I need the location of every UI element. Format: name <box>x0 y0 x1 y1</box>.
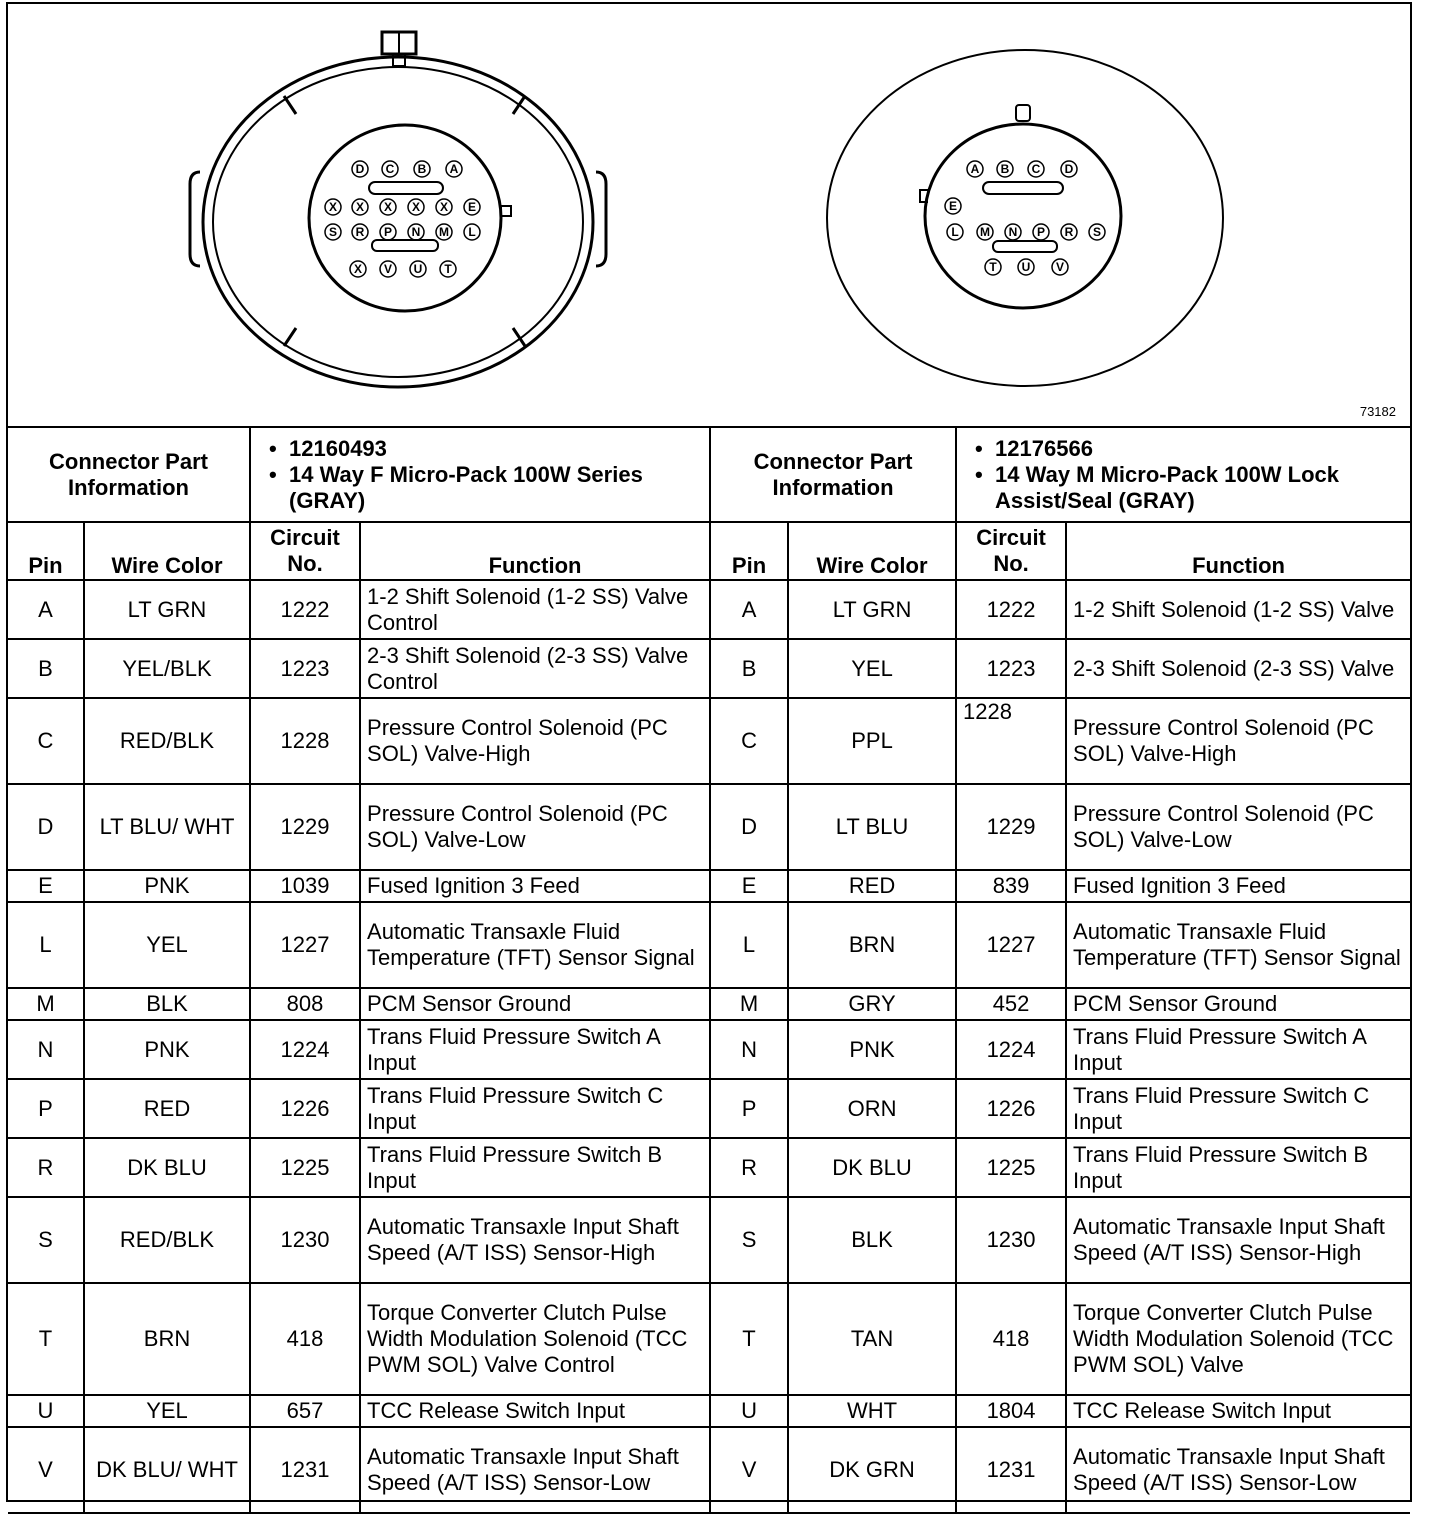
pin-letter: C <box>741 728 757 753</box>
pin-letter: C <box>37 728 54 753</box>
wire-color-cell <box>788 1138 956 1197</box>
pin-label: T <box>989 260 997 274</box>
function-cell <box>360 988 710 1020</box>
wire-color-cell <box>788 902 956 988</box>
pin-label: M <box>439 225 449 239</box>
pin-cell <box>710 988 788 1020</box>
pin-letter: R <box>741 1154 757 1180</box>
function-cell <box>360 870 710 902</box>
wire-color: TAN <box>850 1326 894 1351</box>
pinout-row <box>8 1079 1410 1138</box>
pin-letter: D <box>37 814 54 839</box>
pin-cell <box>8 639 84 698</box>
pin-label: X <box>328 200 338 214</box>
pin-cell <box>710 639 788 698</box>
connector-2-part-info <box>956 427 1410 522</box>
function-text: Pressure Control Solenoid (PC SOL) Valve-Low <box>1073 801 1374 852</box>
header-pin: Pin <box>710 522 788 580</box>
circuit-number: 1226 <box>280 1095 330 1121</box>
pinout-row <box>8 988 1410 1020</box>
circuit-cell <box>250 1427 360 1513</box>
circuit-cell <box>956 784 1066 870</box>
column-header-row <box>8 522 1410 580</box>
connector-1-part-info <box>250 427 710 522</box>
pin-letter: N <box>741 1036 757 1062</box>
circuit-cell <box>956 1283 1066 1395</box>
pin-letter: T <box>38 1326 53 1351</box>
pin-cell <box>8 1197 84 1283</box>
wire-color-cell <box>788 580 956 639</box>
circuit-cell <box>956 1020 1066 1079</box>
wire-color: BLK <box>146 991 188 1016</box>
function-cell <box>360 1138 710 1197</box>
wire-color-cell <box>84 580 250 639</box>
wire-color: LT GRN <box>832 596 912 622</box>
circuit-number: 1228 <box>963 699 1012 724</box>
function-cell <box>360 639 710 698</box>
pin-cell <box>710 784 788 870</box>
pin-label: X <box>439 200 449 214</box>
pin-letter: B <box>38 655 53 681</box>
pin-label: N <box>1008 225 1018 239</box>
wire-color-cell <box>788 1427 956 1513</box>
pinout-row <box>8 784 1410 870</box>
pin-label: V <box>383 262 393 276</box>
pin-letter: L <box>742 932 756 957</box>
circuit-number: 1224 <box>280 1036 330 1062</box>
circuit-cell <box>250 988 360 1020</box>
wire-color: GRY <box>848 991 896 1016</box>
pinout-row <box>8 902 1410 988</box>
circuit-cell <box>250 784 360 870</box>
pin-cell <box>710 1020 788 1079</box>
circuit-cell <box>250 870 360 902</box>
circuit-number: 1227 <box>986 932 1036 957</box>
pin-label: V <box>1055 260 1065 274</box>
wire-color-cell <box>84 1079 250 1138</box>
function-text: 1-2 Shift Solenoid (1-2 SS) Valve Control <box>367 583 689 635</box>
function-text: Torque Converter Clutch Pulse Width Modulation Solenoid (TCC PWM SOL) Valve <box>1073 1300 1394 1377</box>
wire-color-cell <box>84 698 250 784</box>
pin-letter: B <box>741 655 757 681</box>
function-cell <box>1066 870 1410 902</box>
function-text: Automatic Transaxle Input Shaft Speed (A/T ISS) Sensor-Low <box>367 1444 679 1495</box>
function-cell <box>360 1197 710 1283</box>
pin-cell <box>710 1197 788 1283</box>
pin-letter: P <box>38 1095 53 1121</box>
pin-label: E <box>948 199 958 213</box>
wire-color: BRN <box>143 1326 191 1351</box>
wire-color: YEL <box>851 655 893 681</box>
circuit-number: 1230 <box>280 1227 330 1252</box>
function-text: PCM Sensor Ground <box>367 991 572 1016</box>
pin-letter: S <box>741 1227 757 1252</box>
wire-color-cell <box>788 1020 956 1079</box>
function-text: Trans Fluid Pressure Switch A Input <box>1073 1023 1366 1075</box>
pin-letter: S <box>38 1227 53 1252</box>
pin-letter: N <box>37 1036 54 1062</box>
function-text: Trans Fluid Pressure Switch C Input <box>1073 1082 1370 1134</box>
pin-label: C <box>385 162 395 176</box>
circuit-cell <box>250 698 360 784</box>
pin-cell <box>8 870 84 902</box>
wire-color-cell <box>84 902 250 988</box>
pin-letter: E <box>741 873 757 898</box>
pin-cell <box>8 1020 84 1079</box>
pinout-row <box>8 639 1410 698</box>
wire-color: DK GRN <box>829 1457 915 1482</box>
wire-color-cell <box>788 639 956 698</box>
pin-label: L <box>951 225 959 239</box>
pin-cell <box>8 902 84 988</box>
wire-color-cell <box>84 1427 250 1513</box>
function-text: Pressure Control Solenoid (PC SOL) Valve-High <box>367 715 668 766</box>
pin-label: D <box>355 162 365 176</box>
connector-info-row <box>8 427 1410 522</box>
circuit-number: 1228 <box>280 728 330 753</box>
function-cell <box>360 784 710 870</box>
wire-color-cell <box>84 988 250 1020</box>
pin-letter: U <box>741 1398 757 1423</box>
connector-2-face <box>827 50 1223 386</box>
function-text: Automatic Transaxle Input Shaft Speed (A/T ISS) Sensor-High <box>1073 1214 1385 1265</box>
header-circuit: Circuit No. <box>250 522 360 580</box>
pin-label: E <box>467 200 477 214</box>
function-cell <box>360 698 710 784</box>
function-cell <box>360 1283 710 1395</box>
circuit-cell <box>250 1395 360 1427</box>
function-cell <box>360 902 710 988</box>
function-text: Trans Fluid Pressure Switch B Input <box>367 1141 663 1193</box>
figure-id: 73182 <box>1359 404 1396 419</box>
function-text: Automatic Transaxle Fluid Temperature (TFT) Sensor Signal <box>1073 919 1401 970</box>
wire-color: LT BLU <box>835 814 909 839</box>
pin-cell <box>8 1138 84 1197</box>
circuit-number: 1039 <box>280 873 330 898</box>
pinout-row <box>8 698 1410 784</box>
pin-letter: T <box>742 1326 756 1351</box>
function-text: 2-3 Shift Solenoid (2-3 SS) Valve <box>1073 655 1395 681</box>
connector-1-info-label: Connector Part Information <box>8 427 250 522</box>
pin-cell <box>710 1138 788 1197</box>
pin-label: D <box>1064 162 1074 176</box>
function-cell <box>1066 639 1410 698</box>
pin-cell <box>8 1079 84 1138</box>
pin-label: A <box>970 162 980 176</box>
function-text: Automatic Transaxle Fluid Temperature (TFT) Sensor Signal <box>367 919 695 970</box>
pin-letter: A <box>741 596 757 622</box>
function-cell <box>1066 1079 1410 1138</box>
pin-label: N <box>411 225 421 239</box>
pin-letter: L <box>39 932 52 957</box>
function-text: Automatic Transaxle Input Shaft Speed (A/T ISS) Sensor-High <box>367 1214 679 1265</box>
wire-color-cell <box>84 1283 250 1395</box>
pin-label: X <box>411 200 421 214</box>
header-function: Function <box>1066 522 1410 580</box>
wire-color: PPL <box>851 728 893 753</box>
wire-color: RED <box>848 873 896 898</box>
pin-cell <box>8 1395 84 1427</box>
circuit-number: 1224 <box>986 1036 1036 1062</box>
circuit-cell <box>956 580 1066 639</box>
function-cell <box>1066 1020 1410 1079</box>
pin-letter: M <box>36 991 55 1016</box>
wire-color-cell <box>84 639 250 698</box>
circuit-cell <box>956 698 1066 784</box>
function-cell <box>360 1020 710 1079</box>
connector-diagram <box>8 4 1410 428</box>
wire-color: RED/BLK <box>119 728 215 753</box>
circuit-cell <box>250 902 360 988</box>
wire-color: PNK <box>144 1036 190 1062</box>
function-text: Torque Converter Clutch Pulse Width Modulation Solenoid (TCC PWM SOL) Valve Control <box>367 1300 688 1377</box>
pin-letter: V <box>38 1457 53 1482</box>
connector-1-pins <box>325 161 480 277</box>
circuit-number: 1223 <box>280 655 330 681</box>
function-text: Pressure Control Solenoid (PC SOL) Valve-Low <box>367 801 668 852</box>
function-cell <box>1066 784 1410 870</box>
pinout-row <box>8 580 1410 639</box>
pin-cell <box>710 870 788 902</box>
pin-label: M <box>980 225 990 239</box>
wire-color: PNK <box>849 1036 895 1062</box>
wire-color-cell <box>84 1020 250 1079</box>
connector-2-part-number: • 12176566 <box>995 436 1404 462</box>
connector-2-description: • 14 Way M Micro-Pack 100W Lock Assist/Seal (GRAY) <box>995 462 1404 514</box>
pin-cell <box>710 580 788 639</box>
pin-letter: U <box>37 1398 54 1423</box>
pin-letter: D <box>741 814 757 839</box>
circuit-number: 1227 <box>280 932 330 957</box>
pin-label: B <box>1000 162 1010 176</box>
circuit-number: 1222 <box>986 596 1036 622</box>
pin-cell <box>710 1283 788 1395</box>
circuit-number: 452 <box>992 991 1030 1016</box>
wire-color: DK BLU <box>832 1154 912 1180</box>
pin-label: U <box>413 262 423 276</box>
circuit-cell <box>250 639 360 698</box>
pin-cell <box>710 902 788 988</box>
pinout-row <box>8 1283 1410 1395</box>
function-text: Automatic Transaxle Input Shaft Speed (A/T ISS) Sensor-Low <box>1073 1444 1385 1495</box>
wire-color-cell <box>788 698 956 784</box>
circuit-cell <box>956 1197 1066 1283</box>
pin-label: U <box>1021 260 1031 274</box>
pinout-table <box>8 426 1410 1514</box>
wire-color-cell <box>788 784 956 870</box>
function-cell <box>1066 1138 1410 1197</box>
pinout-row <box>8 1138 1410 1197</box>
circuit-cell <box>250 1283 360 1395</box>
pin-cell <box>8 1283 84 1395</box>
pin-cell <box>8 784 84 870</box>
function-cell <box>1066 1283 1410 1395</box>
pin-letter: P <box>741 1095 757 1121</box>
wire-color: ORN <box>847 1095 897 1121</box>
circuit-cell <box>956 1138 1066 1197</box>
circuit-number: 1229 <box>280 814 330 839</box>
function-text: Fused Ignition 3 Feed <box>1073 873 1286 898</box>
wire-color-cell <box>788 1079 956 1138</box>
function-text: 2-3 Shift Solenoid (2-3 SS) Valve Control <box>367 642 689 694</box>
pin-letter: E <box>38 873 53 898</box>
function-text: Trans Fluid Pressure Switch B Input <box>1073 1141 1369 1193</box>
circuit-cell <box>250 1079 360 1138</box>
circuit-number: 808 <box>286 991 324 1016</box>
circuit-number: 1231 <box>280 1457 330 1482</box>
circuit-number: 839 <box>992 873 1030 898</box>
wire-color-cell <box>84 1138 250 1197</box>
function-text: PCM Sensor Ground <box>1073 991 1278 1016</box>
circuit-number: 1225 <box>280 1154 330 1180</box>
circuit-number: 1223 <box>986 655 1036 681</box>
pin-cell <box>710 698 788 784</box>
pin-label: X <box>353 262 363 276</box>
pin-letter: M <box>739 991 759 1016</box>
function-text: Trans Fluid Pressure Switch C Input <box>367 1082 664 1134</box>
wire-color-cell <box>84 870 250 902</box>
wire-color: YEL/BLK <box>122 655 212 681</box>
circuit-number: 418 <box>992 1326 1030 1351</box>
circuit-number: 1226 <box>986 1095 1036 1121</box>
header-wire-color: Wire Color <box>788 522 956 580</box>
connector-2-info-label: Connector Part Information <box>710 427 956 522</box>
wire-color: YEL <box>146 932 188 957</box>
circuit-number: 1225 <box>986 1154 1036 1180</box>
pin-letter: R <box>37 1154 54 1180</box>
wire-color: LT GRN <box>127 596 207 622</box>
pin-cell <box>710 1079 788 1138</box>
pin-cell <box>8 1427 84 1513</box>
pin-letter: A <box>38 596 53 622</box>
wire-color: PNK <box>144 873 190 898</box>
pin-label: R <box>1064 225 1074 239</box>
pinout-row <box>8 870 1410 902</box>
pinout-sheet <box>6 2 1412 1502</box>
circuit-number: 657 <box>286 1398 324 1423</box>
pinout-row <box>8 1197 1410 1283</box>
wire-color-cell <box>788 1283 956 1395</box>
circuit-cell <box>956 639 1066 698</box>
function-cell <box>1066 698 1410 784</box>
pin-label: X <box>383 200 393 214</box>
circuit-cell <box>956 1427 1066 1513</box>
pin-label: B <box>417 162 427 176</box>
function-text: 1-2 Shift Solenoid (1-2 SS) Valve <box>1073 596 1395 622</box>
circuit-number: 1230 <box>986 1227 1036 1252</box>
pin-cell <box>8 988 84 1020</box>
circuit-cell <box>956 1395 1066 1427</box>
circuit-cell <box>250 1020 360 1079</box>
wire-color: RED <box>143 1095 191 1121</box>
pin-label: L <box>468 225 476 239</box>
wire-color-cell <box>788 870 956 902</box>
circuit-cell <box>956 988 1066 1020</box>
pin-cell <box>710 1395 788 1427</box>
function-cell <box>1066 1197 1410 1283</box>
circuit-number: 1229 <box>986 814 1036 839</box>
function-cell <box>1066 580 1410 639</box>
wire-color-cell <box>84 1197 250 1283</box>
pin-label: S <box>1092 225 1102 239</box>
circuit-cell <box>250 1138 360 1197</box>
wire-color: DK BLU/ WHT <box>96 1457 238 1482</box>
header-circuit: Circuit No. <box>956 522 1066 580</box>
function-cell <box>360 1079 710 1138</box>
wire-color: RED/BLK <box>119 1227 215 1252</box>
connector-1-part-number: • 12160493 <box>289 436 703 462</box>
circuit-number: 1804 <box>986 1398 1036 1423</box>
pinout-row <box>8 1020 1410 1079</box>
wire-color: BLK <box>851 1227 893 1252</box>
circuit-cell <box>956 1079 1066 1138</box>
function-cell <box>360 580 710 639</box>
wire-color-cell <box>84 784 250 870</box>
function-cell <box>360 1427 710 1513</box>
pin-label: A <box>449 162 459 176</box>
pin-label: P <box>1036 225 1046 239</box>
function-cell <box>1066 902 1410 988</box>
pin-label: T <box>444 262 452 276</box>
wire-color-cell <box>788 988 956 1020</box>
pinout-row <box>8 1427 1410 1513</box>
pin-label: C <box>1031 162 1041 176</box>
circuit-number: 1222 <box>280 596 330 622</box>
circuit-cell <box>250 580 360 639</box>
function-text: Trans Fluid Pressure Switch A Input <box>367 1023 660 1075</box>
wire-color: WHT <box>846 1398 898 1423</box>
pin-cell <box>8 580 84 639</box>
connector-1-description: • 14 Way F Micro-Pack 100W Series (GRAY) <box>289 462 703 514</box>
wire-color: YEL <box>146 1398 188 1423</box>
function-text: Fused Ignition 3 Feed <box>367 873 580 898</box>
pin-label: P <box>383 225 393 239</box>
wire-color-cell <box>788 1197 956 1283</box>
header-wire-color: Wire Color <box>84 522 250 580</box>
function-cell <box>1066 1427 1410 1513</box>
circuit-cell <box>956 902 1066 988</box>
connector-face-views <box>8 4 1410 424</box>
function-text: TCC Release Switch Input <box>367 1398 626 1423</box>
function-cell <box>360 1395 710 1427</box>
header-function: Function <box>360 522 710 580</box>
pin-cell <box>8 698 84 784</box>
circuit-cell <box>250 1197 360 1283</box>
wire-color-cell <box>84 1395 250 1427</box>
connector-2-pins <box>945 161 1105 275</box>
function-cell <box>1066 1395 1410 1427</box>
connector-1-face <box>190 32 606 387</box>
wire-color: LT BLU/ WHT <box>99 814 235 839</box>
pin-letter: V <box>741 1457 757 1482</box>
header-pin: Pin <box>8 522 84 580</box>
function-text: Pressure Control Solenoid (PC SOL) Valve-High <box>1073 715 1374 766</box>
pinout-row <box>8 1395 1410 1427</box>
pin-cell <box>710 1427 788 1513</box>
wire-color: BRN <box>848 932 896 957</box>
pin-label: R <box>355 225 365 239</box>
wire-color-cell <box>788 1395 956 1427</box>
wire-color: DK BLU <box>127 1154 207 1180</box>
function-text: TCC Release Switch Input <box>1073 1398 1332 1423</box>
pin-label: S <box>328 225 338 239</box>
circuit-cell <box>956 870 1066 902</box>
circuit-number: 1231 <box>986 1457 1036 1482</box>
pin-label: X <box>355 200 365 214</box>
function-cell <box>1066 988 1410 1020</box>
circuit-number: 418 <box>286 1326 324 1351</box>
